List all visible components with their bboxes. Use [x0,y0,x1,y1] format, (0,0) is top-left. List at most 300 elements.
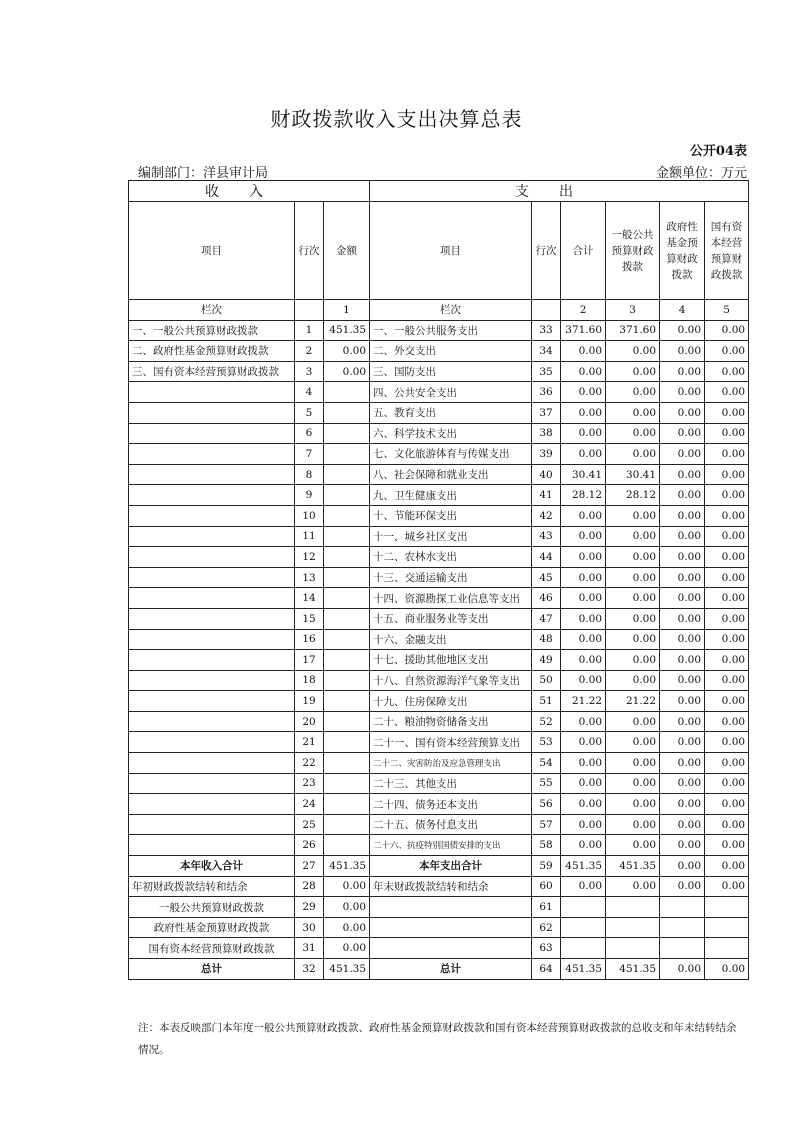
table-row [129,711,749,732]
expense-item: 十七、援助其他地区支出 [370,650,532,671]
expense-row-no: 33 [532,320,561,341]
fund-amount: 0.00 [660,794,705,815]
general-amount: 0.00 [606,588,660,609]
table-row [129,897,749,918]
fund-amount: 0.00 [660,320,705,341]
income-row-no: 14 [295,588,324,609]
expense-item: 二十一、国有资本经营预算支出 [370,732,532,753]
expense-item: 二十二、灾害防治及应急管理支出 [370,753,532,774]
capital-amount: 0.00 [705,835,749,856]
income-item: 一、一般公共预算财政拨款 [129,320,295,341]
capital-amount [705,938,749,959]
table-row [129,794,749,815]
capital-amount: 0.00 [705,464,749,485]
capital-amount [705,917,749,938]
capital-amount: 0.00 [705,773,749,794]
general-amount: 0.00 [606,382,660,403]
fund-amount [660,897,705,918]
total-amount: 0.00 [561,773,606,794]
expense-item: 五、教育支出 [370,402,532,423]
income-item [129,691,295,712]
total-amount [561,917,606,938]
table-row [129,526,749,547]
table-row [129,856,749,877]
fund-amount: 0.00 [660,876,705,897]
table-row [129,629,749,650]
expense-row-no: 56 [532,794,561,815]
table-row [129,464,749,485]
expense-row-no: 63 [532,938,561,959]
capital-amount: 0.00 [705,341,749,362]
table-row [129,361,749,382]
capital-amount: 0.00 [705,547,749,568]
capital-amount: 0.00 [705,444,749,465]
total-amount: 0.00 [561,361,606,382]
income-amount [324,629,370,650]
expense-item: 本年支出合计 [370,856,532,877]
income-amount: 0.00 [324,341,370,362]
capital-amount: 0.00 [705,959,749,980]
income-row-no: 27 [295,856,324,877]
general-amount: 451.35 [606,959,660,980]
total-amount: 30.41 [561,464,606,485]
expense-row-no: 49 [532,650,561,671]
income-amount: 0.00 [324,361,370,382]
fund-amount: 0.00 [660,711,705,732]
total-amount: 0.00 [561,547,606,568]
capital-amount: 0.00 [705,732,749,753]
income-item: 国有资本经营预算财政拨款 [129,938,295,959]
general-amount: 0.00 [606,876,660,897]
table-row [129,588,749,609]
expense-item: 十八、自然资源海洋气象等支出 [370,670,532,691]
capital-amount: 0.00 [705,526,749,547]
income-item: 总计 [129,959,295,980]
total-amount: 0.00 [561,876,606,897]
header-expense-item: 项目 [370,202,532,300]
general-amount: 0.00 [606,773,660,794]
fund-amount: 0.00 [660,547,705,568]
income-item [129,670,295,691]
table-row [129,835,749,856]
fund-amount: 0.00 [660,629,705,650]
expense-section-header: 支出 [370,181,749,202]
expense-item: 十一、城乡社区支出 [370,526,532,547]
table-row [129,320,749,341]
income-row-no: 19 [295,691,324,712]
income-item [129,423,295,444]
income-amount [324,691,370,712]
fund-amount: 0.00 [660,444,705,465]
income-row-no: 15 [295,608,324,629]
fund-amount: 0.00 [660,485,705,506]
column-index-row [129,300,749,321]
expense-item: 十九、住房保障支出 [370,691,532,712]
expense-row-no: 62 [532,917,561,938]
expense-item: 三、国防支出 [370,361,532,382]
fund-amount: 0.00 [660,959,705,980]
income-amount [324,670,370,691]
income-amount [324,588,370,609]
header-fund: 政府性基金预算财政拨款 [660,202,705,300]
total-amount: 0.00 [561,629,606,650]
capital-amount: 0.00 [705,670,749,691]
table-row [129,505,749,526]
income-item [129,588,295,609]
expense-row-no: 53 [532,732,561,753]
expense-item: 年末财政拨款结转和结余 [370,876,532,897]
table-row [129,485,749,506]
income-amount: 451.35 [324,959,370,980]
income-row-no: 5 [295,402,324,423]
footnote-line-1: 注：本表反映部门本年度一般公共预算财政拨款、政府性基金预算财政拨款和国有资本经营预算财政拨款的总收支和年末结转结余 [138,1022,737,1034]
capital-amount: 0.00 [705,794,749,815]
income-item [129,444,295,465]
income-amount [324,464,370,485]
expense-row-no: 48 [532,629,561,650]
col-index-1: 1 [324,300,370,321]
total-amount: 0.00 [561,711,606,732]
income-item [129,526,295,547]
general-amount: 371.60 [606,320,660,341]
fund-amount: 0.00 [660,650,705,671]
total-amount: 0.00 [561,402,606,423]
income-item [129,773,295,794]
general-amount: 0.00 [606,711,660,732]
fund-amount: 0.00 [660,691,705,712]
general-amount: 21.22 [606,691,660,712]
expense-item: 十六、金融支出 [370,629,532,650]
capital-amount: 0.00 [705,485,749,506]
income-row-no: 25 [295,814,324,835]
header-income-row-no: 行次 [295,202,324,300]
general-amount: 0.00 [606,547,660,568]
expense-item: 十五、商业服务业等支出 [370,608,532,629]
expense-item: 十二、农林水支出 [370,547,532,568]
header-general: 一般公共预算财政拨款 [606,202,660,300]
income-row-no: 31 [295,938,324,959]
expense-row-no: 38 [532,423,561,444]
total-amount: 0.00 [561,444,606,465]
income-amount [324,608,370,629]
expense-item: 九、卫生健康支出 [370,485,532,506]
fund-amount: 0.00 [660,588,705,609]
general-amount [606,897,660,918]
fund-amount [660,917,705,938]
fund-amount: 0.00 [660,526,705,547]
table-row [129,876,749,897]
income-row-no: 17 [295,650,324,671]
fund-amount: 0.00 [660,361,705,382]
income-item: 年初财政拨款结转和结余 [129,876,295,897]
fund-amount: 0.00 [660,856,705,877]
income-row-no: 18 [295,670,324,691]
header-capital: 国有资本经营预算财政拨款 [705,202,749,300]
table-row [129,608,749,629]
total-amount: 0.00 [561,732,606,753]
income-amount [324,773,370,794]
expense-row-no: 59 [532,856,561,877]
general-amount: 0.00 [606,567,660,588]
income-row-no: 26 [295,835,324,856]
expense-item: 八、社会保障和就业支出 [370,464,532,485]
income-amount: 0.00 [324,938,370,959]
total-amount: 21.22 [561,691,606,712]
income-row-no: 24 [295,794,324,815]
income-amount [324,650,370,671]
capital-amount: 0.00 [705,361,749,382]
capital-amount: 0.00 [705,382,749,403]
general-amount: 451.35 [606,856,660,877]
total-amount: 0.00 [561,423,606,444]
income-item [129,608,295,629]
expense-row-no: 43 [532,526,561,547]
income-row-no: 8 [295,464,324,485]
income-item [129,814,295,835]
table-row [129,382,749,403]
expense-row-no: 60 [532,876,561,897]
fund-amount: 0.00 [660,567,705,588]
expense-item [370,917,532,938]
col-index-exp-label: 栏次 [370,300,532,321]
total-amount: 0.00 [561,794,606,815]
total-amount: 28.12 [561,485,606,506]
fund-amount: 0.00 [660,670,705,691]
capital-amount: 0.00 [705,814,749,835]
capital-amount: 0.00 [705,588,749,609]
income-row-no: 4 [295,382,324,403]
expense-item: 十四、资源勘探工业信息等支出 [370,588,532,609]
income-item [129,650,295,671]
table-row [129,402,749,423]
table-row [129,814,749,835]
header-expense-row-no: 行次 [532,202,561,300]
general-amount: 0.00 [606,753,660,774]
page-title: 财政拨款收入支出决算总表 [270,107,523,131]
total-amount: 451.35 [561,959,606,980]
general-amount: 0.00 [606,670,660,691]
expense-item: 二十五、债务付息支出 [370,814,532,835]
fund-amount [660,938,705,959]
income-item [129,402,295,423]
fund-amount: 0.00 [660,732,705,753]
income-item: 政府性基金预算财政拨款 [129,917,295,938]
expense-row-no: 51 [532,691,561,712]
col-index-3: 3 [606,300,660,321]
expense-row-no: 36 [532,382,561,403]
income-amount [324,794,370,815]
capital-amount: 0.00 [705,753,749,774]
income-row-no: 9 [295,485,324,506]
income-row-no: 23 [295,773,324,794]
expense-row-no: 39 [532,444,561,465]
expense-row-no: 42 [532,505,561,526]
total-amount: 0.00 [561,567,606,588]
budget-table [128,180,749,980]
fund-amount: 0.00 [660,835,705,856]
income-row-no: 10 [295,505,324,526]
general-amount: 0.00 [606,650,660,671]
general-amount [606,917,660,938]
income-amount [324,732,370,753]
income-amount: 451.35 [324,320,370,341]
expense-row-no: 50 [532,670,561,691]
income-row-no: 3 [295,361,324,382]
col-index-empty [295,300,324,321]
general-amount: 0.00 [606,526,660,547]
expense-row-no: 55 [532,773,561,794]
total-amount: 0.00 [561,505,606,526]
table-row [129,670,749,691]
expense-row-no: 46 [532,588,561,609]
fund-amount: 0.00 [660,773,705,794]
expense-item: 二十三、其他支出 [370,773,532,794]
expense-row-no: 35 [532,361,561,382]
income-amount [324,505,370,526]
income-item: 三、国有资本经营预算财政拨款 [129,361,295,382]
income-amount [324,547,370,568]
general-amount: 30.41 [606,464,660,485]
table-row [129,773,749,794]
income-section-header: 收入 [129,181,370,202]
income-row-no: 22 [295,753,324,774]
capital-amount: 0.00 [705,505,749,526]
table-row [129,341,749,362]
table-row [129,959,749,980]
col-index-empty [532,300,561,321]
income-amount: 451.35 [324,856,370,877]
table-row [129,691,749,712]
expense-row-no: 41 [532,485,561,506]
income-item [129,567,295,588]
general-amount: 0.00 [606,361,660,382]
table-row [129,938,749,959]
expense-item [370,938,532,959]
total-amount: 0.00 [561,341,606,362]
fund-amount: 0.00 [660,423,705,444]
total-amount: 0.00 [561,670,606,691]
income-item: 一般公共预算财政拨款 [129,897,295,918]
income-row-no: 28 [295,876,324,897]
income-row-no: 2 [295,341,324,362]
capital-amount: 0.00 [705,711,749,732]
expense-item: 二十六、抗疫特别国债安排的支出 [370,835,532,856]
income-amount [324,835,370,856]
expense-row-no: 58 [532,835,561,856]
income-item [129,629,295,650]
expense-row-no: 44 [532,547,561,568]
income-amount: 0.00 [324,917,370,938]
general-amount: 0.00 [606,835,660,856]
income-amount: 0.00 [324,876,370,897]
income-amount [324,444,370,465]
expense-row-no: 45 [532,567,561,588]
header-income-amount: 金额 [324,202,370,300]
income-amount [324,753,370,774]
total-amount: 0.00 [561,382,606,403]
income-row-no: 16 [295,629,324,650]
total-amount [561,938,606,959]
fund-amount: 0.00 [660,464,705,485]
expense-item [370,897,532,918]
capital-amount: 0.00 [705,423,749,444]
col-index-4: 4 [660,300,705,321]
income-item [129,547,295,568]
total-amount: 0.00 [561,588,606,609]
total-amount [561,897,606,918]
expense-item: 七、文化旅游体育与传媒支出 [370,444,532,465]
unit-label: 金额单位：万元 [655,166,747,181]
general-amount: 0.00 [606,794,660,815]
table-row [129,753,749,774]
income-item [129,794,295,815]
expense-row-no: 40 [532,464,561,485]
income-amount [324,567,370,588]
expense-row-no: 52 [532,711,561,732]
expense-row-no: 64 [532,959,561,980]
col-index-2: 2 [561,300,606,321]
fund-amount: 0.00 [660,814,705,835]
expense-item: 总计 [370,959,532,980]
fund-amount: 0.00 [660,608,705,629]
expense-item: 六、科学技术支出 [370,423,532,444]
table-row [129,423,749,444]
general-amount: 0.00 [606,444,660,465]
expense-item: 四、公共安全支出 [370,382,532,403]
income-row-no: 32 [295,959,324,980]
general-amount: 0.00 [606,608,660,629]
footnote-line-2: 情况。 [138,1044,170,1056]
income-item: 本年收入合计 [129,856,295,877]
income-amount [324,526,370,547]
income-item: 二、政府性基金预算财政拨款 [129,341,295,362]
table-row [129,567,749,588]
total-amount: 451.35 [561,856,606,877]
general-amount: 28.12 [606,485,660,506]
expense-row-no: 54 [532,753,561,774]
income-row-no: 1 [295,320,324,341]
general-amount [606,938,660,959]
capital-amount: 0.00 [705,856,749,877]
income-amount [324,711,370,732]
income-item [129,382,295,403]
income-amount [324,423,370,444]
fund-amount: 0.00 [660,341,705,362]
expense-item: 十三、交通运输支出 [370,567,532,588]
capital-amount: 0.00 [705,567,749,588]
table-row [129,547,749,568]
total-amount: 0.00 [561,835,606,856]
header-total: 合计 [561,202,606,300]
department-label: 编制部门：洋县审计局 [138,166,269,181]
table-row [129,732,749,753]
capital-amount: 0.00 [705,691,749,712]
section-row [129,181,749,202]
table-code: 公开04表 [689,144,747,159]
income-row-no: 6 [295,423,324,444]
income-row-no: 7 [295,444,324,465]
table-row [129,650,749,671]
general-amount: 0.00 [606,505,660,526]
income-row-no: 12 [295,547,324,568]
footnote [138,1017,758,1061]
income-row-no: 30 [295,917,324,938]
capital-amount: 0.00 [705,402,749,423]
income-row-no: 21 [295,732,324,753]
income-item [129,711,295,732]
total-amount: 0.00 [561,608,606,629]
income-item [129,753,295,774]
